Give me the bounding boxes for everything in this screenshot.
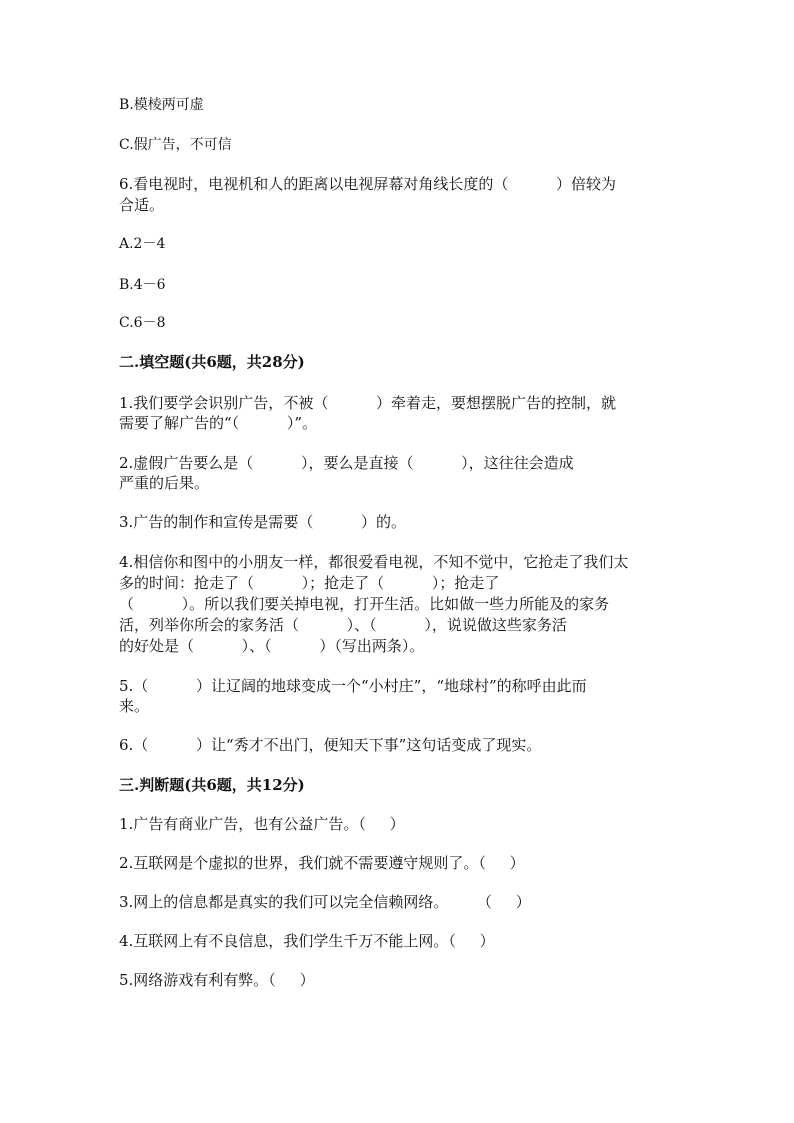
question-text: 的好处是（ ）、（ ）（写出两条）。 [119,637,425,655]
option-c: C.假广告，不可信 [119,137,232,153]
question-text: 4.相信你和图中的小朋友一样，都很爱看电视，不知不觉中，它抢走了我们太 [119,553,629,571]
question-text: 活，列举你所会的家务活（ ）、（ ），说说做这些家务活 [119,616,567,634]
question-text: 5.网络游戏有利有弊。（ ） [119,971,315,989]
question-text: 合适。 [119,196,165,214]
question-text: 需要了解广告的“（ ）”。 [119,414,318,432]
option-a: A.2－4 [119,236,166,252]
question-text: 严重的后果。 [119,474,210,492]
section-heading: 三.判断题(共6题，共12分) [119,776,305,794]
question-text: 多的时间：抢走了（ ）；抢走了（ ）；抢走了 [119,574,500,592]
question-text: 3.网上的信息都是真实的我们可以完全信赖网络。 （ ） [119,893,531,911]
question-text: 5.（ ）让辽阔的地球变成一个“小村庄”，“地球村”的称呼由此而 [119,677,587,695]
question-text: 2.互联网是个虚拟的世界，我们就不需要遵守规则了。（ ） [119,854,525,872]
option-b: B.模棱两可虚 [119,97,204,113]
question-text: 2.虚假广告要么是（ ），要么是直接（ ），这往往会造成 [119,454,574,472]
question-text: 6.看电视时，电视机和人的距离以电视屏幕对角线长度的（ ）倍较为 [119,175,616,193]
question-text: 3.广告的制作和宣传是需要（ ）的。 [119,513,406,531]
question-text: 4.互联网上有不良信息，我们学生千万不能上网。（ ） [119,932,495,950]
question-text: 6.（ ）让“秀才不出门，便知天下事”这句话变成了现实。 [119,736,542,754]
question-text: 来。 [119,697,150,715]
option-c: C.6－8 [119,315,166,331]
option-b: B.4－6 [119,277,166,293]
question-text: （ ）。所以我们要关掉电视，打开生活。比如做一些力所能及的家务 [119,595,610,613]
section-heading: 二.填空题(共6题，共28分) [119,353,305,371]
question-text: 1.我们要学会识别广告，不被（ ）牵着走，要想摆脱广告的控制，就 [119,394,616,412]
question-text: 1.广告有商业广告，也有公益广告。（ ） [119,815,405,833]
